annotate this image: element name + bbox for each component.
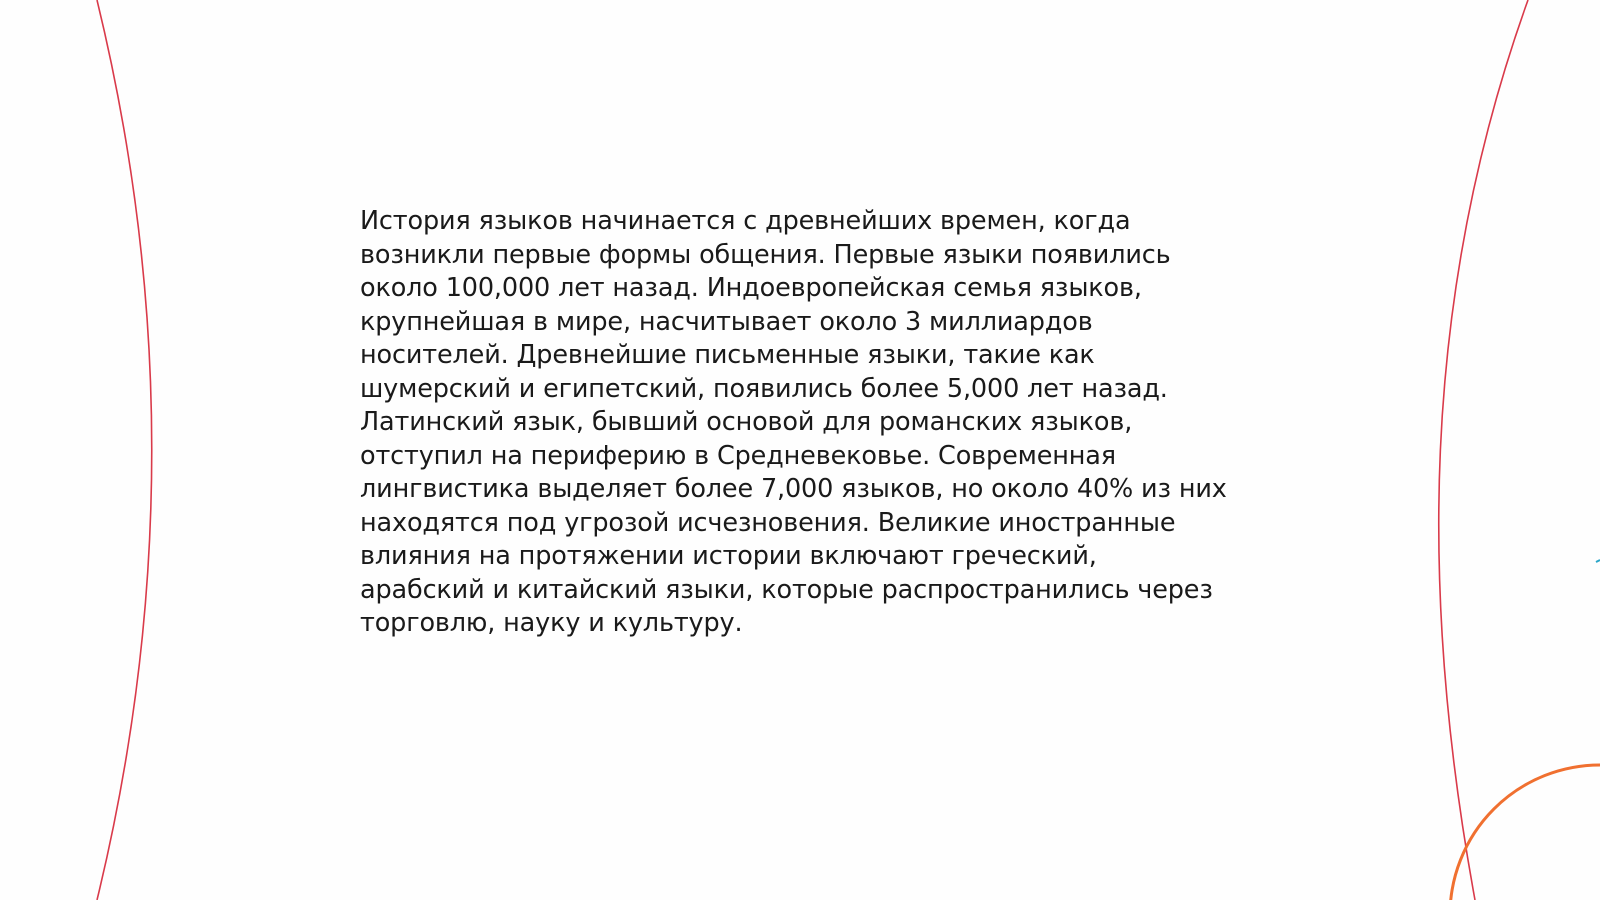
paragraph-line: отступил на периферию в Средневековье. Современная — [360, 440, 1116, 471]
paragraph-line: лингвистика выделяет более 7,000 языков, но около 40% из них — [360, 474, 1227, 504]
orange-circle-arc — [1450, 765, 1600, 900]
left-arc — [97, 0, 152, 900]
right-arc — [1439, 0, 1528, 900]
body-paragraph — [360, 205, 1260, 641]
teal-accent-mark — [1596, 560, 1600, 562]
paragraph-line: История языков начинается с древнейших времен, когда — [360, 206, 1131, 236]
paragraph-line: крупнейшая в мире, насчитывает около 3 миллиардов — [360, 306, 1093, 337]
paragraph-line: шумерский и египетский, появились более 5,000 лет назад. — [360, 373, 1168, 404]
paragraph-line: арабский и китайский языки, которые распространились через — [360, 574, 1213, 605]
paragraph-line: носителей. Древнейшие письменные языки, такие как — [360, 340, 1095, 370]
paragraph-line: Латинский язык, бывший основой для романских языков, — [360, 407, 1133, 437]
paragraph-line: возникли первые формы общения. Первые языки появились — [360, 239, 1171, 270]
paragraph-line: находятся под угрозой исчезновения. Великие иностранные — [360, 507, 1176, 538]
paragraph-line: торговлю, науку и культуру. — [360, 608, 743, 638]
paragraph-line: влияния на протяжении истории включают греческий, — [360, 541, 1097, 571]
paragraph-line: около 100,000 лет назад. Индоевропейская семья языков, — [360, 273, 1142, 303]
